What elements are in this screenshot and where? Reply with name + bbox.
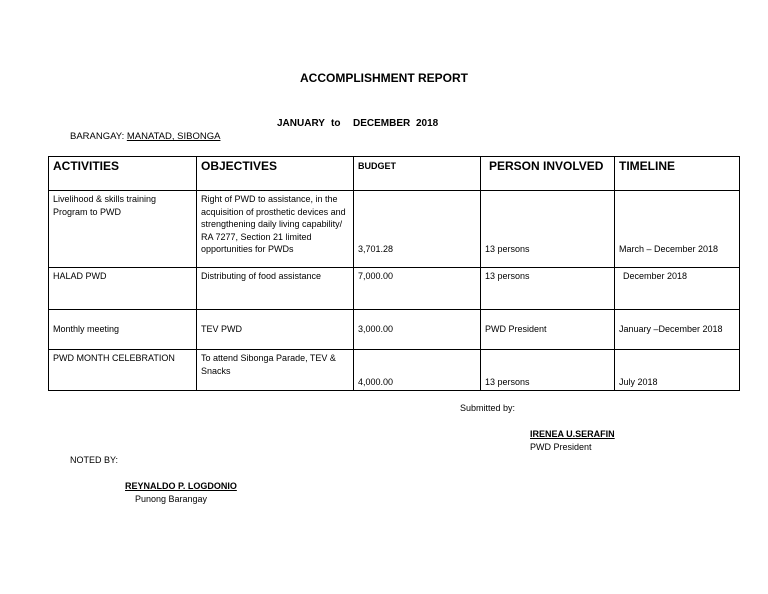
noted-by-name: REYNALDO P. LOGDONIO [125,481,237,491]
barangay-value: MANATAD, SIBONGA [126,131,221,142]
header-activities: ACTIVITIES [49,157,197,191]
cell-persons: PWD President [481,310,615,350]
barangay-label: BARANGAY: [70,131,125,142]
accomplishment-table [48,156,740,391]
cell-activity: PWD MONTH CELEBRATION [49,350,197,391]
cell-objective: To attend Sibonga Parade, TEV & Snacks [197,350,354,391]
table-header-row [49,157,740,191]
noted-by-position: Punong Barangay [135,494,208,504]
cell-timeline: December 2018 [615,268,740,310]
cell-budget: 3,000.00 [354,310,481,350]
period-to-word: to [331,118,341,129]
cell-budget: 7,000.00 [354,268,481,310]
cell-timeline: March – December 2018 [615,191,740,268]
header-objectives: OBJECTIVES [197,157,354,191]
header-person-involved: PERSON INVOLVED [481,157,615,191]
period-to: DECEMBER [353,118,411,129]
cell-persons: 13 persons [481,191,615,268]
header-budget: BUDGET [354,157,481,191]
cell-persons: 13 persons [481,350,615,391]
period-from: JANUARY [277,118,325,129]
cell-budget: 3,701.28 [354,191,481,268]
submitted-by-name: IRENEA U.SERAFIN [530,429,615,439]
cell-activity: HALAD PWD [49,268,197,310]
cell-objective: TEV PWD [197,310,354,350]
table-row [49,350,740,391]
cell-objective: Right of PWD to assistance, in the acquisition of prosthetic devices and strengthening daily living capability/ RA 7277, Section 21 limited opportunities for PWDs [197,191,354,268]
cell-activity: Monthly meeting [49,310,197,350]
cell-budget: 4,000.00 [354,350,481,391]
cell-timeline: January –December 2018 [615,310,740,350]
report-title: ACCOMPLISHMENT REPORT [300,71,468,85]
submitted-by-label: Submitted by: [460,403,516,413]
barangay-line [70,131,220,142]
header-timeline: TIMELINE [615,157,740,191]
cell-objective: Distributing of food assistance [197,268,354,310]
period-year: 2018 [416,118,439,129]
cell-persons: 13 persons [481,268,615,310]
cell-timeline: July 2018 [615,350,740,391]
noted-by-label: NOTED BY: [70,455,119,465]
table-row [49,310,740,350]
table-row [49,268,740,310]
cell-activity: Livelihood & skills training Program to PWD [49,191,197,268]
table-row [49,191,740,268]
submitted-by-position: PWD President [530,442,592,452]
